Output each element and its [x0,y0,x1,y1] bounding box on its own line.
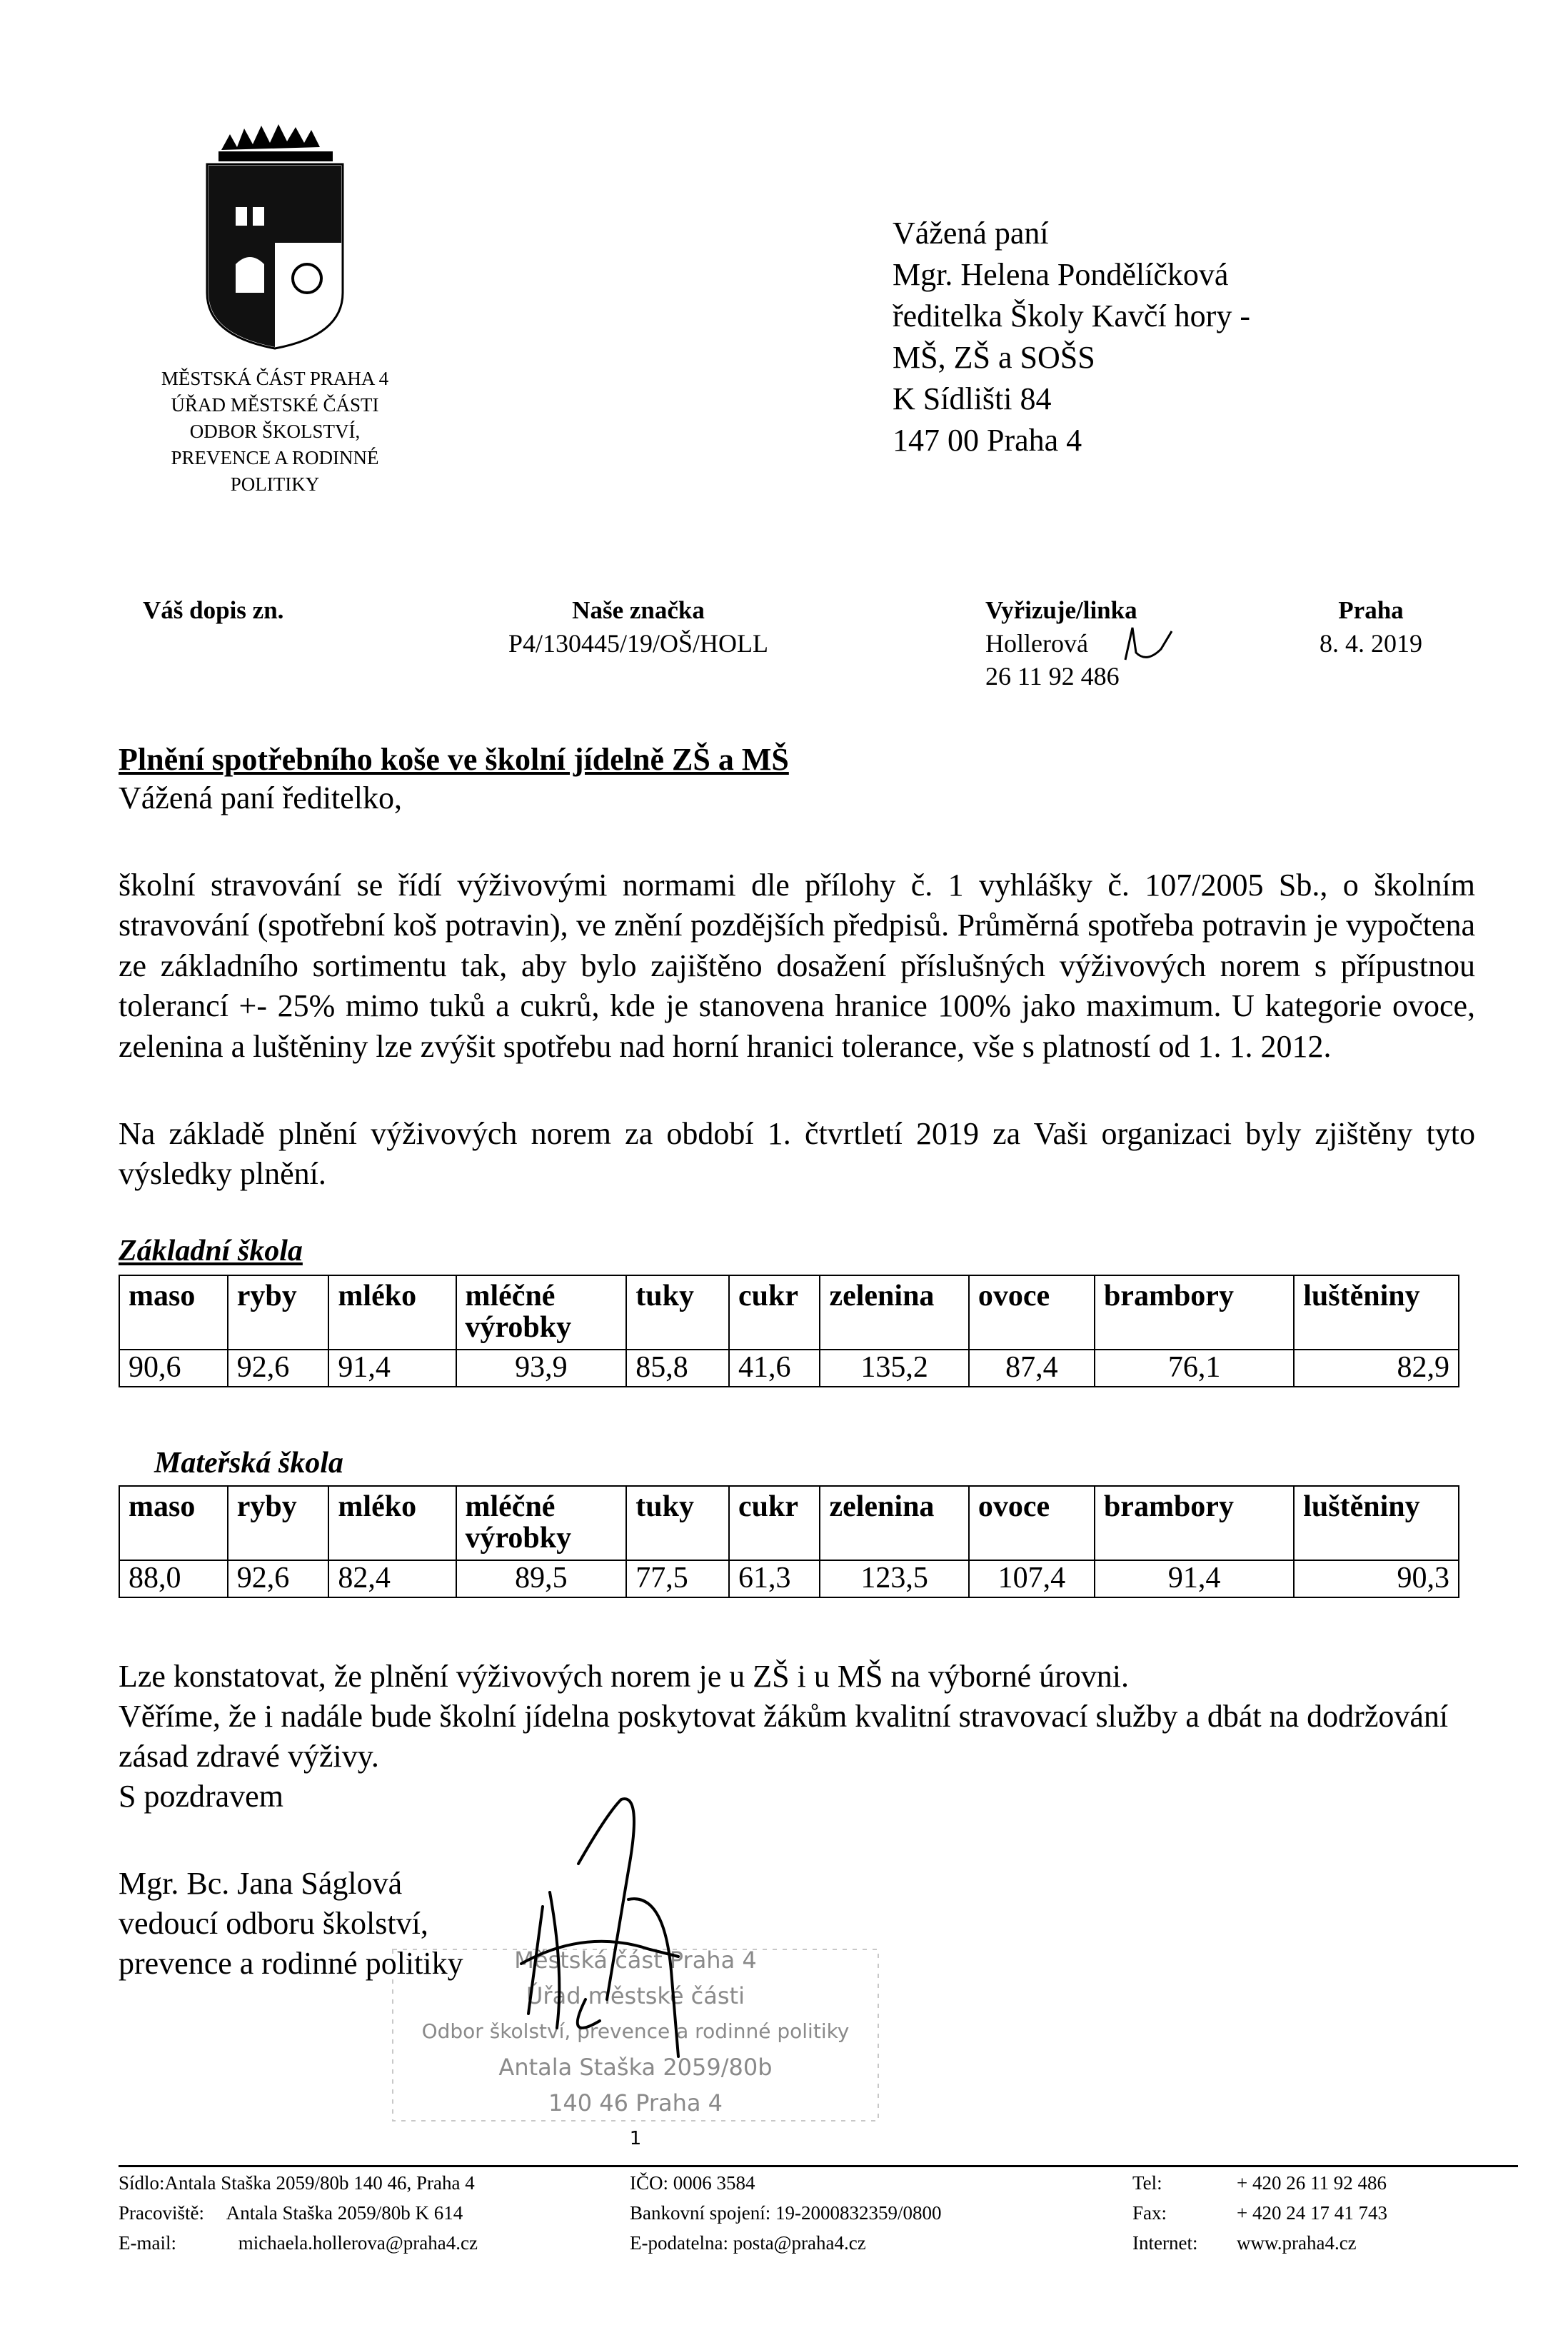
footer-col-contacts [1237,2168,1387,2258]
letter-date: 8. 4. 2019 [1320,629,1422,658]
footer-epodatelna: E-podatelna: posta@praha4.cz [630,2232,866,2254]
table-cell: 90,3 [1294,1560,1459,1597]
footer-fax-label: Fax: [1132,2202,1167,2224]
stamp-line: 1 [629,2128,642,2149]
footer-ico: IČO: 0006 3584 [630,2172,755,2194]
table-cell: 41,6 [729,1350,820,1387]
city-crest-logo [193,121,357,350]
place-date [1300,594,1442,660]
column-header: maso [119,1486,228,1560]
closing-line: Lze konstatovat, že plnění výživových norem je u ZŠ i u MŠ na výborné úrovni. [119,1659,1130,1694]
stamp-line: 140 46 Praha 4 [548,2089,723,2116]
column-header: ovoce [969,1275,1095,1350]
table-row [119,1350,1459,1387]
your-ref [143,594,283,627]
addressee-block [893,213,1250,461]
footer-seat: Sídlo:Antala Staška 2059/80b 140 46, Praha 4 [119,2172,475,2194]
handwritten-signature [500,1785,800,2085]
footer-email-label: E-mail: [119,2232,176,2254]
stamp-line: Městská část Praha 4 [514,1947,757,1974]
sender-block [93,366,457,498]
footer-col-bank [630,2168,941,2258]
stamp-line: Odbor školství, prevence a rodinné politiky [421,2019,850,2043]
footer-workplace-label: Pracoviště: [119,2202,204,2224]
handler-name: Hollerová [985,629,1088,658]
footer-col-address [119,2168,478,2258]
table-cell: 91,4 [328,1350,456,1387]
handler-phone: 26 11 92 486 [985,662,1120,691]
signer-role: prevence a rodinné politiky [119,1946,463,1981]
column-header: ryby [228,1486,329,1560]
table-row [119,1560,1459,1597]
table-cell: 91,4 [1095,1560,1294,1597]
table-caption-ms: Mateřská škola [154,1447,343,1480]
closing-line: Věříme, že i nadále bude školní jídelna poskytovat žákům kvalitní stravovací služby a dbát na dodržování zásad zdravé výživy. [119,1699,1449,1774]
addressee-line: Mgr. Helena Pondělíčková [893,257,1229,292]
stamp-line: Antala Staška 2059/80b [498,2054,773,2081]
table-cell: 123,5 [820,1560,968,1597]
column-header: zelenina [820,1486,968,1560]
sender-line: MĚSTSKÁ ČÁST PRAHA 4 [161,368,389,389]
column-header: brambory [1095,1486,1294,1560]
footer-divider [119,2165,1518,2167]
column-header: cukr [729,1486,820,1560]
footer-email [119,2228,478,2258]
column-header: maso [119,1275,228,1350]
table-caption-zs: Základní škola [119,1235,303,1267]
column-header: cukr [729,1275,820,1350]
table-cell: 89,5 [456,1560,627,1597]
letter-subject: Plnění spotřebního koše ve školní jídelně ZŠ a MŠ [119,742,789,777]
signer-block [119,1864,463,1984]
table-cell: 77,5 [626,1560,729,1597]
table-cell: 76,1 [1095,1350,1294,1387]
nutrition-table-zs [119,1275,1459,1387]
sender-line: PREVENCE A RODINNÉ [171,447,379,468]
column-header: luštěniny [1294,1275,1459,1350]
addressee-line: ředitelka Školy Kavčí hory - [893,298,1250,333]
signer-name: Mgr. Bc. Jana Ságlová [119,1866,403,1901]
column-header: zelenina [820,1275,968,1350]
column-header: tuky [626,1275,729,1350]
sender-line: ÚŘAD MĚSTSKÉ ČÁSTI [171,394,379,416]
table-cell: 61,3 [729,1560,820,1597]
initials-signature [1118,624,1182,667]
our-ref-label: Naše značka [572,596,705,624]
addressee-line: MŠ, ZŠ a SOŠS [893,340,1095,375]
table-cell: 92,6 [228,1560,329,1597]
table-cell: 90,6 [119,1350,228,1387]
footer-col-labels [1132,2168,1197,2258]
table-cell: 87,4 [969,1350,1095,1387]
footer-fax: + 420 24 17 41 743 [1237,2202,1387,2224]
stamp-line: Úřad městské části [526,1982,745,2009]
footer-web-label: Internet: [1132,2232,1198,2254]
footer-email-value: michaela.hollerova@praha4.cz [238,2232,478,2254]
column-header: ryby [228,1275,329,1350]
nutrition-table-ms [119,1485,1459,1598]
footer-web: www.praha4.cz [1237,2232,1357,2254]
handler [985,594,1137,693]
table-cell: 107,4 [969,1560,1095,1597]
footer-bank: Bankovní spojení: 19-2000832359/0800 [630,2202,942,2224]
addressee-line: 147 00 Praha 4 [893,423,1082,458]
footer-tel-label: Tel: [1132,2172,1162,2194]
our-ref-value: P4/130445/19/OŠ/HOLL [508,629,769,658]
sender-line: ODBOR ŠKOLSTVÍ, [189,421,361,442]
column-header: mléčné výrobky [456,1486,627,1560]
sender-line: POLITIKY [230,473,320,495]
table-cell: 82,4 [328,1560,456,1597]
column-header: mléko [328,1486,456,1560]
column-header: mléčné výrobky [456,1275,627,1350]
place-label: Praha [1338,596,1404,624]
footer-workplace-value: Antala Staška 2059/80b K 614 [226,2202,463,2224]
our-ref [508,594,768,660]
column-header: brambory [1095,1275,1294,1350]
table-cell: 93,9 [456,1350,627,1387]
table-cell: 85,8 [626,1350,729,1387]
column-header: luštěniny [1294,1486,1459,1560]
addressee-line: Vážená paní [893,216,1049,251]
footer-workplace [119,2198,478,2228]
table-header-row [119,1275,1459,1350]
handler-label: Vyřizuje/linka [985,596,1137,624]
signer-role: vedoucí odboru školství, [119,1906,428,1941]
column-header: mléko [328,1275,456,1350]
body-paragraph: školní stravování se řídí výživovými normami dle přílohy č. 1 vyhlášky č. 107/2005 Sb., o školním stravování (spotřební koš potravin), ve znění pozdějších předpisů. Průměrná spotřeba potravin je vypočtena ze základního sortimentu tak, aby bylo zajištěno dosažení příslušných výživových norem s přípustnou tolerancí +- 25% mimo tuků a cukrů, kde je stanovena hranice 100% jako maximum. U kategorie ovoce, zelenina a luštěniny lze zvýšit spotřebu nad horní hranici tolerance, vše s platností od 1. 1. 2012. [119,868,1475,1064]
table-cell: 88,0 [119,1560,228,1597]
salutation: Vážená paní ředitelko, [119,780,403,815]
body-paragraph: Na základě plnění výživových norem za období 1. čtvrtletí 2019 za Vaši organizaci byly zjištěny tyto výsledky plnění. [119,1116,1475,1191]
column-header: ovoce [969,1486,1095,1560]
table-cell: 82,9 [1294,1350,1459,1387]
footer-tel: + 420 26 11 92 486 [1237,2172,1387,2194]
table-cell: 92,6 [228,1350,329,1387]
table-header-row [119,1486,1459,1560]
closing-line: S pozdravem [119,1779,283,1814]
your-ref-label: Váš dopis zn. [143,596,284,624]
table-cell: 135,2 [820,1350,968,1387]
addressee-line: K Sídlišti 84 [893,381,1052,416]
column-header: tuky [626,1486,729,1560]
